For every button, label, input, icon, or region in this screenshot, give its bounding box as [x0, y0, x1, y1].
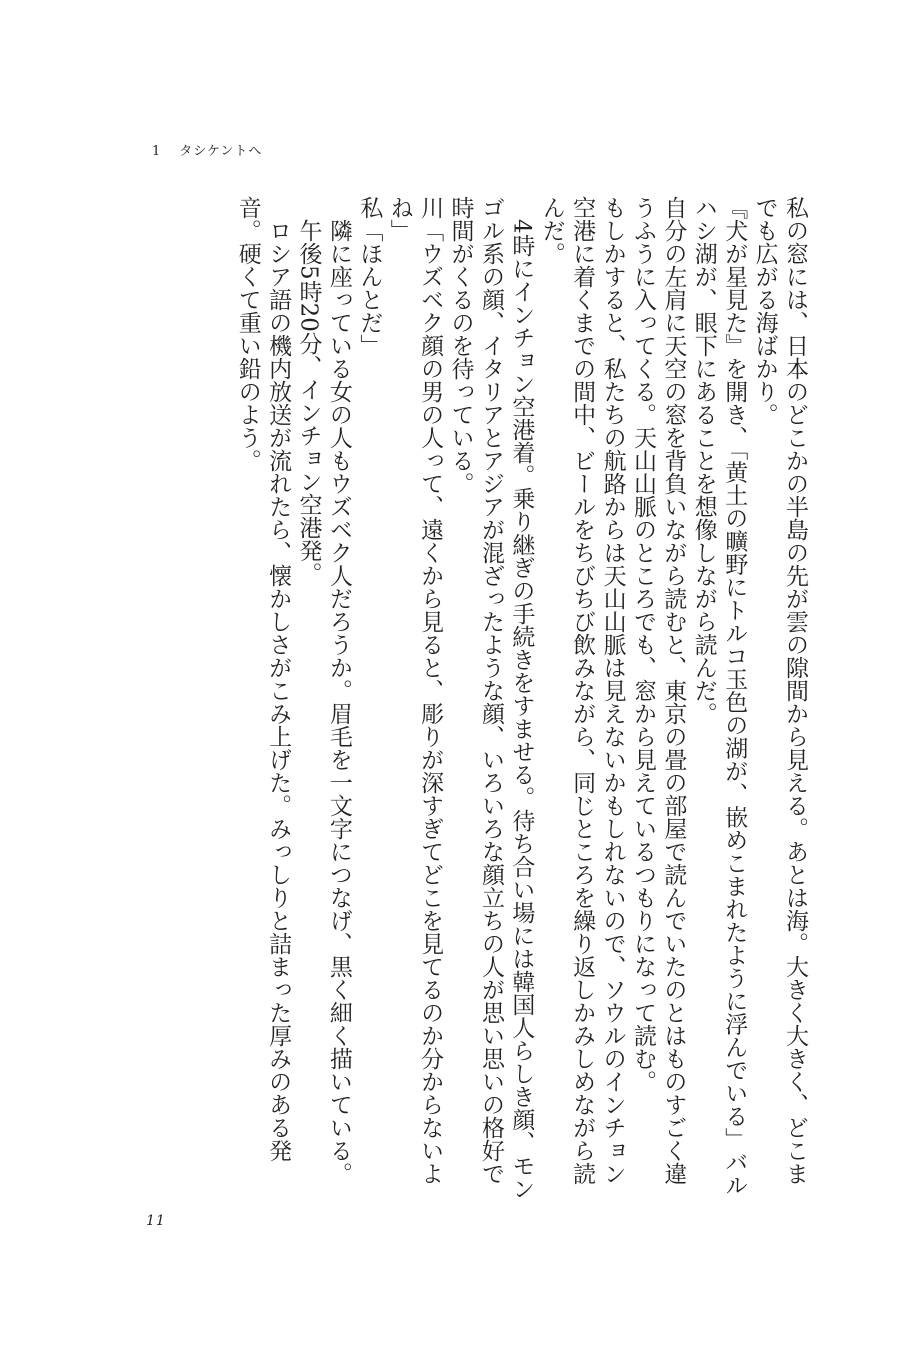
page-number: 11	[146, 1213, 166, 1229]
paragraph: 隣に座っている女の人もウズベク人だろうか。眉毛を一文字につなげ、黒く細く描いている。	[325, 219, 352, 1185]
paragraph: 川「ウズベク顔の男の人って、遠くから見ると、彫りが深すぎてどこを見てるのか分からないよね」	[386, 196, 444, 1185]
paragraph: 午後5時20分、インチョン空港発。	[295, 219, 322, 585]
paragraph: 私の窓には、日本のどこかの半島の先が雲の隙間から見える。あとは海。大きく大きく、どこまでも広がる海ばかり。	[751, 196, 808, 1185]
running-head	[152, 140, 262, 159]
paragraph: 『犬が星見た』を開き、「黄土の曠野にトルコ玉色の湖が、嵌めこまれたように浮んでいる」バルハシ湖が、眼下にあることを想像しながら読んだ。	[690, 196, 748, 1197]
paragraph: 4時にインチョン空港着。乗り継ぎの手続きをすませる。待ち合い場には韓国人らしき顔、モンゴル系の顔、イタリアとアジアが混ざったような顔、いろいろな顔立ちの人が思い思いの格好で時間がくるのを待っている。	[447, 196, 535, 1200]
chapter-number: 1	[152, 144, 162, 159]
paragraph: ロシア語の機内放送が流れたら、懐かしさがこみ上げた。みっしりと詰まった厚みのある発音。硬くて重い鉛のよう。	[234, 196, 292, 1162]
chapter-title: タシケントへ	[179, 144, 263, 159]
paragraph: 自分の左肩に天空の窓を背負いながら読むと、東京の畳の部屋で読んでいたのとはものすごく違うふうに入ってくる。天山山脈のところでも、窓から見えているつもりになって読む。	[629, 196, 687, 1185]
body-text	[90, 196, 810, 1206]
paragraph: 私「ほんとだ」	[356, 196, 383, 357]
paragraph: もしかすると、私たちの航路からは天山山脈は見えないかもしれないので、ソウルのインチョン空港に着くまでの間中、ビールをちびちび飲みながら、同じところを繰り返しかみしめながら読んだ。	[538, 196, 626, 1185]
